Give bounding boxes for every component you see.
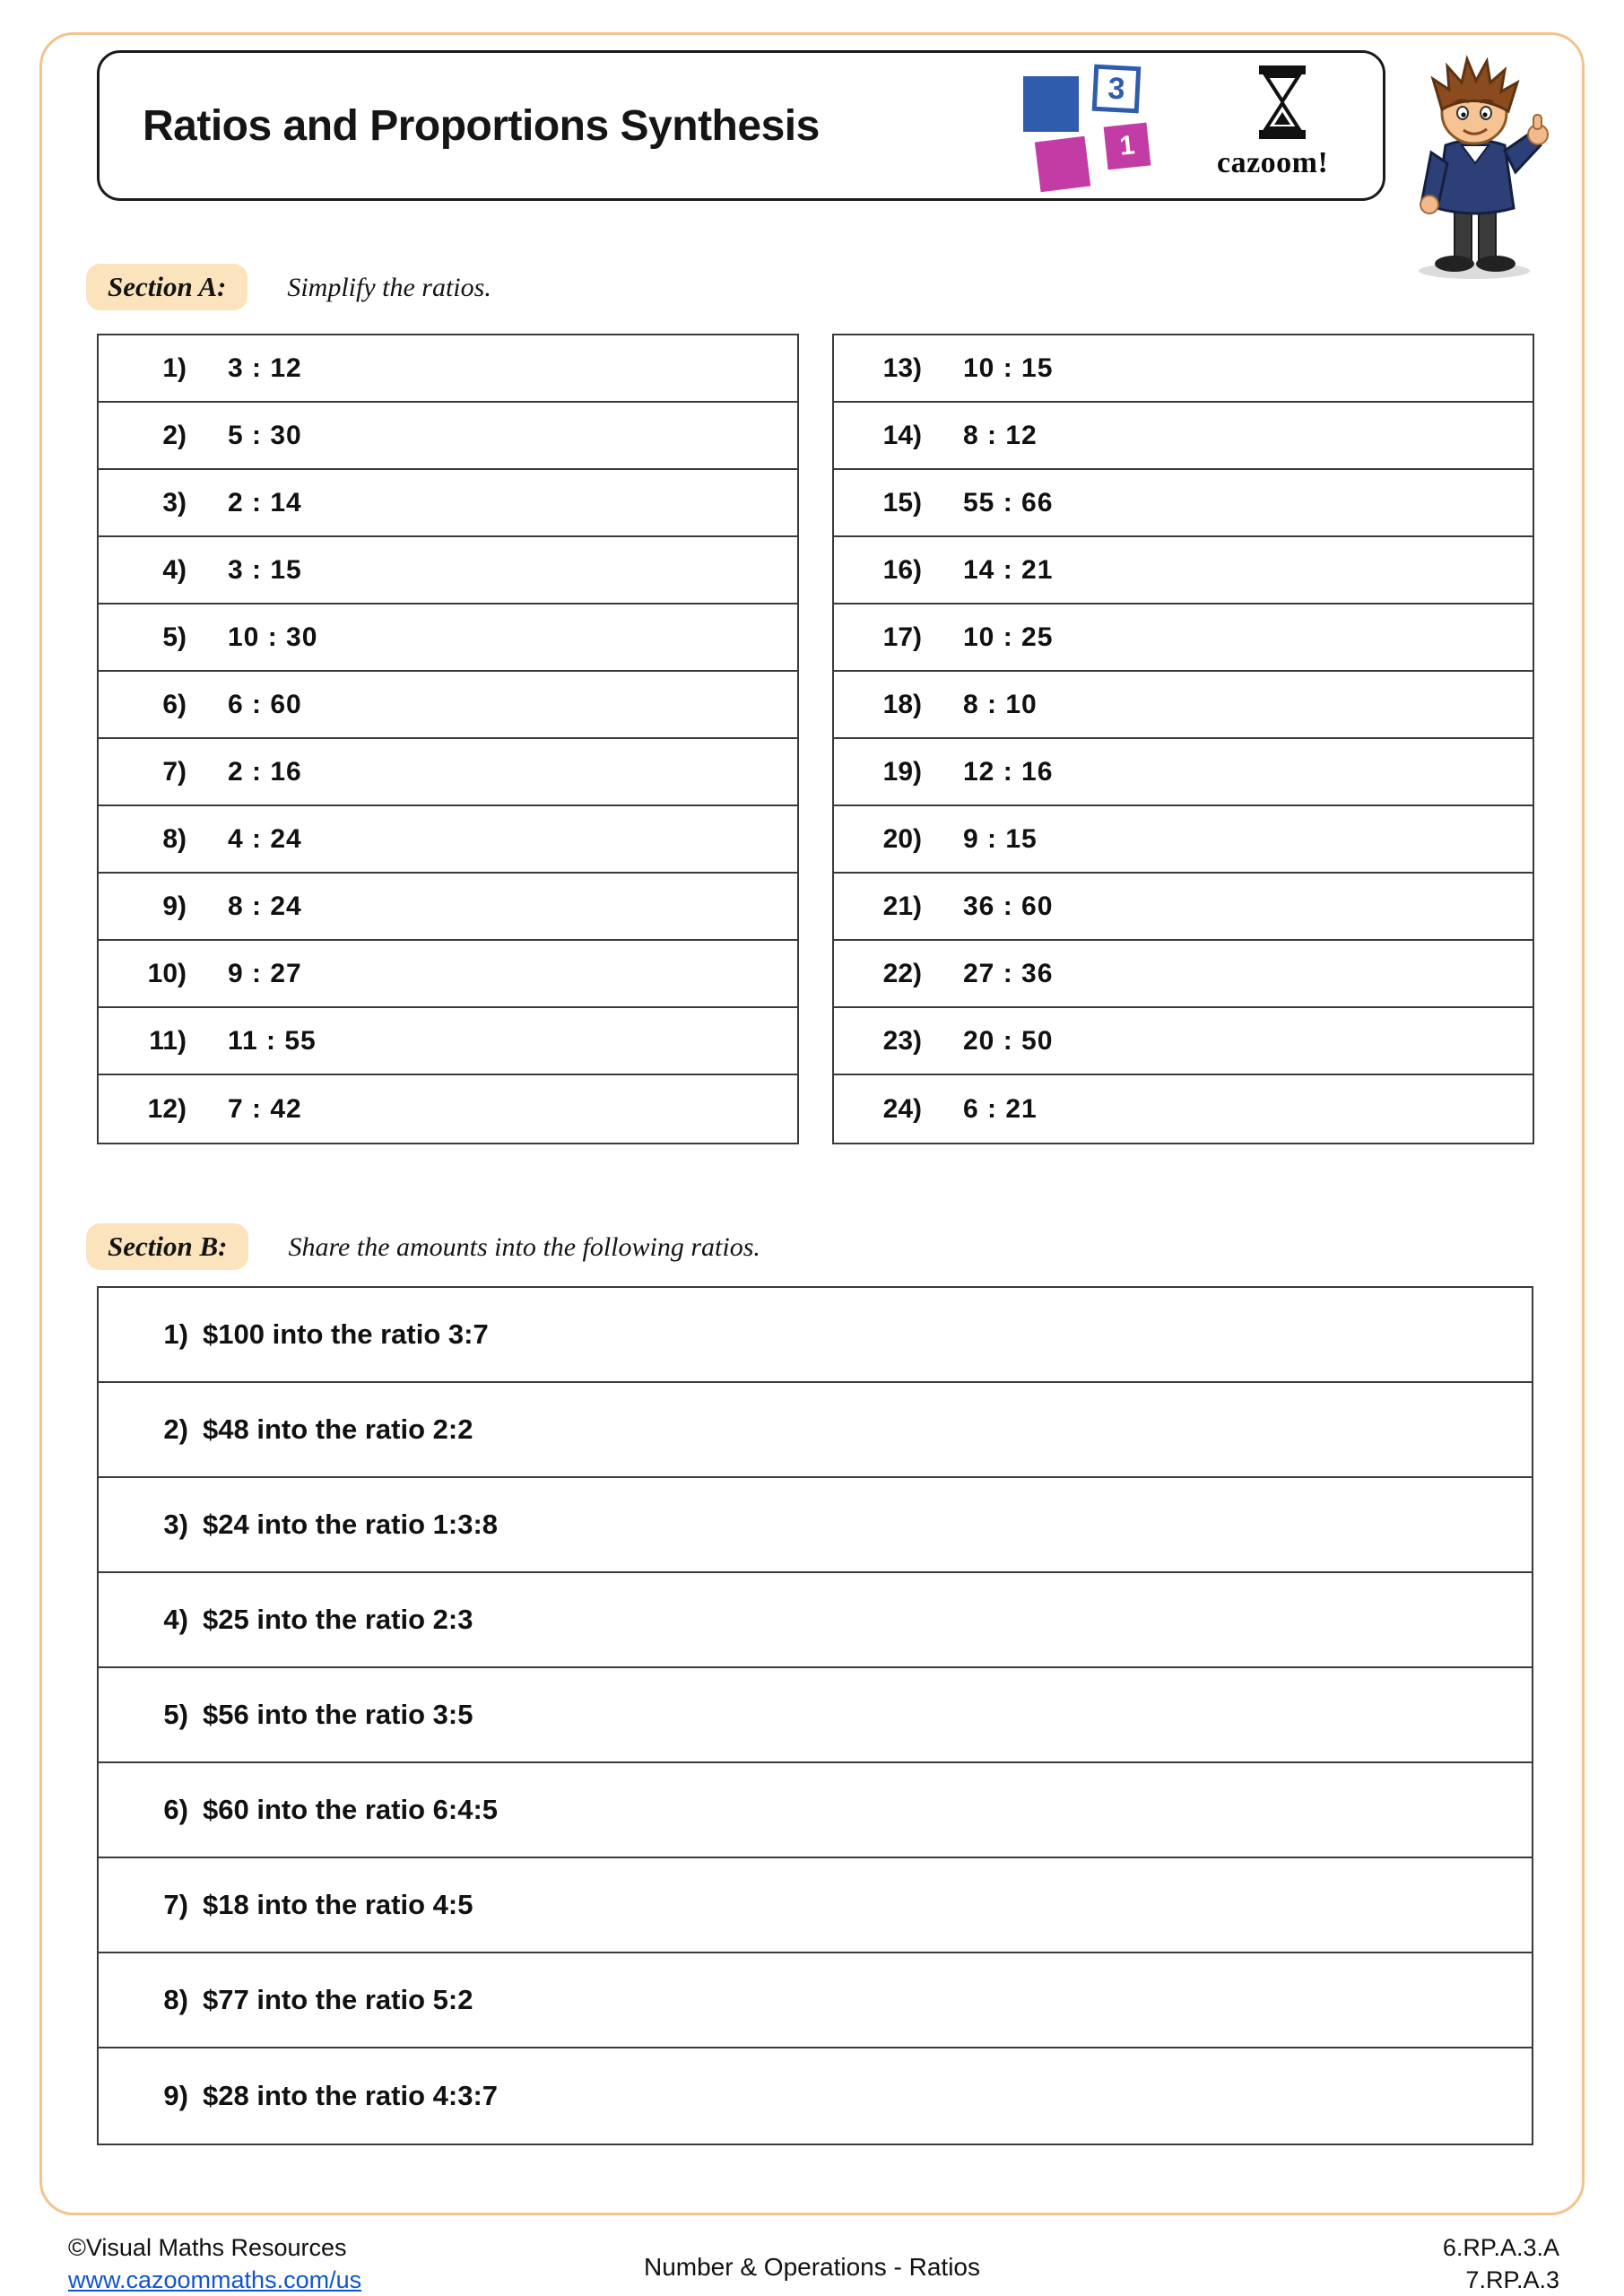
- problem-ratio: 55 : 66: [963, 487, 1054, 517]
- header: [97, 50, 1385, 201]
- section-b-label: Section B:: [86, 1223, 248, 1270]
- problem-number: 19): [882, 756, 922, 787]
- hourglass-icon: [1256, 65, 1308, 139]
- problem-ratio: 8 : 12: [963, 420, 1038, 450]
- share-ratio-row: [99, 1383, 1532, 1478]
- ratio-row: [834, 335, 1533, 403]
- standard-code-2: 7.RP.A.3: [1465, 2266, 1559, 2293]
- problem-text: $28 into the ratio 4:3:7: [203, 2080, 499, 2111]
- problem-number: 2): [163, 1413, 188, 1445]
- ratio-row: [99, 874, 797, 941]
- problem-ratio: 10 : 30: [228, 622, 318, 652]
- problem-number: 4): [162, 554, 187, 585]
- ratio-row: [834, 537, 1533, 604]
- ratio-row: [99, 537, 797, 604]
- copyright-text: ©Visual Maths Resources: [68, 2234, 347, 2261]
- problem-number: 6): [163, 1794, 188, 1825]
- problem-ratio: 12 : 16: [963, 756, 1054, 787]
- section-a-instruction: Simplify the ratios.: [287, 273, 491, 302]
- problem-ratio: 10 : 25: [963, 622, 1054, 652]
- problem-number: 3): [163, 1509, 188, 1540]
- logo-magenta-square: [1035, 136, 1090, 192]
- problem-number: 23): [882, 1025, 922, 1056]
- problem-ratio: 14 : 21: [963, 554, 1054, 585]
- ratio-row: [99, 672, 797, 739]
- share-ratio-row: [99, 1288, 1532, 1383]
- problem-text: $60 into the ratio 6:4:5: [203, 1794, 499, 1825]
- problem-number: 10): [147, 958, 187, 988]
- ratio-row: [834, 672, 1533, 739]
- problem-text: $100 into the ratio 3:7: [203, 1318, 489, 1350]
- problem-text: $77 into the ratio 5:2: [203, 1984, 473, 2015]
- problem-number: 8): [162, 823, 187, 854]
- problem-ratio: 6 : 60: [228, 689, 302, 719]
- problem-number: 8): [163, 1984, 188, 2015]
- problem-number: 9): [163, 2080, 188, 2111]
- ratio-row: [99, 335, 797, 403]
- ratio-row: [834, 604, 1533, 672]
- share-ratio-row: [99, 1763, 1532, 1858]
- problem-ratio: 2 : 14: [228, 487, 302, 517]
- problem-number: 1): [163, 1318, 188, 1350]
- problem-number: 24): [882, 1093, 922, 1124]
- section-b-table: [97, 1286, 1533, 2145]
- problem-number: 6): [162, 689, 187, 719]
- problem-text: $25 into the ratio 2:3: [203, 1604, 473, 1635]
- section-a-header: [86, 264, 491, 310]
- logo-blue-square: [1023, 76, 1079, 132]
- problem-number: 18): [882, 689, 922, 719]
- ratio-row: [99, 470, 797, 537]
- ratio-row: [99, 806, 797, 874]
- problem-ratio: 6 : 21: [963, 1093, 1038, 1124]
- problem-ratio: 27 : 36: [963, 958, 1054, 988]
- problem-text: $24 into the ratio 1:3:8: [203, 1509, 499, 1540]
- problem-number: 5): [162, 622, 187, 652]
- problem-number: 21): [882, 891, 922, 921]
- brand-text: cazoom!: [1217, 146, 1329, 179]
- problem-ratio: 4 : 24: [228, 823, 302, 854]
- ratio-row: [834, 403, 1533, 470]
- ratio-row: [99, 604, 797, 672]
- logo-number-1-tile: 1: [1104, 123, 1151, 170]
- problem-number: 12): [147, 1093, 187, 1124]
- problem-ratio: 11 : 55: [228, 1025, 317, 1056]
- share-ratio-row: [99, 2048, 1532, 2144]
- share-ratio-row: [99, 1478, 1532, 1573]
- mascot-character: [1392, 38, 1562, 282]
- problem-number: 3): [162, 487, 187, 517]
- ratio-row: [834, 941, 1533, 1008]
- problem-ratio: 9 : 15: [963, 823, 1038, 854]
- footer-standards: [1443, 2231, 1559, 2296]
- ratio-row: [834, 874, 1533, 941]
- section-a-right-table: [832, 334, 1534, 1144]
- share-ratio-row: [99, 1668, 1532, 1763]
- problem-number: 7): [162, 756, 187, 787]
- section-a-label: Section A:: [86, 264, 248, 310]
- footer-url-link[interactable]: www.cazoommaths.com/us: [68, 2266, 362, 2293]
- problem-number: 20): [882, 823, 922, 854]
- problem-ratio: 9 : 27: [228, 958, 302, 988]
- cazoom-logo: [1023, 60, 1382, 196]
- problem-ratio: 20 : 50: [963, 1025, 1054, 1056]
- problem-number: 9): [162, 891, 187, 921]
- problem-number: 11): [149, 1025, 187, 1056]
- problem-ratio: 8 : 10: [963, 689, 1038, 719]
- problem-ratio: 8 : 24: [228, 891, 302, 921]
- ratio-row: [834, 1075, 1533, 1143]
- ratio-row: [834, 470, 1533, 537]
- problem-number: 2): [162, 420, 187, 450]
- logo-number-3-tile: 3: [1092, 65, 1142, 114]
- problem-ratio: 3 : 15: [228, 554, 302, 585]
- problem-number: 22): [882, 958, 922, 988]
- problem-number: 16): [882, 554, 922, 585]
- ratio-row: [99, 1008, 797, 1075]
- problem-number: 17): [882, 622, 922, 652]
- problem-text: $48 into the ratio 2:2: [203, 1413, 473, 1445]
- ratio-row: [834, 1008, 1533, 1075]
- share-ratio-row: [99, 1953, 1532, 2048]
- section-b-header: [86, 1223, 760, 1270]
- footer-topic: Number & Operations - Ratios: [643, 2253, 981, 2281]
- page-title: Ratios and Proportions Synthesis: [143, 101, 820, 150]
- section-a-left-table: [97, 334, 799, 1144]
- ratio-row: [99, 403, 797, 470]
- ratio-row: [99, 739, 797, 806]
- ratio-row: [99, 941, 797, 1008]
- ratio-row: [99, 1075, 797, 1143]
- ratio-row: [834, 739, 1533, 806]
- problem-number: 4): [163, 1604, 188, 1635]
- problem-number: 7): [163, 1889, 188, 1920]
- problem-number: 5): [163, 1699, 188, 1730]
- problem-number: 14): [882, 420, 922, 450]
- problem-ratio: 10 : 15: [963, 352, 1054, 383]
- problem-ratio: 2 : 16: [228, 756, 302, 787]
- problem-ratio: 7 : 42: [228, 1093, 302, 1124]
- problem-ratio: 3 : 12: [228, 352, 302, 383]
- ratio-row: [834, 806, 1533, 874]
- problem-number: 15): [882, 487, 922, 517]
- share-ratio-row: [99, 1573, 1532, 1668]
- share-ratio-row: [99, 1858, 1532, 1953]
- section-b-instruction: Share the amounts into the following ratios.: [288, 1232, 760, 1262]
- problem-number: 13): [882, 352, 922, 383]
- problem-text: $18 into the ratio 4:5: [203, 1889, 473, 1920]
- problem-number: 1): [162, 352, 187, 383]
- problem-text: $56 into the ratio 3:5: [203, 1699, 473, 1730]
- problem-ratio: 5 : 30: [228, 420, 302, 450]
- standard-code-1: 6.RP.A.3.A: [1442, 2234, 1559, 2261]
- problem-ratio: 36 : 60: [963, 891, 1054, 921]
